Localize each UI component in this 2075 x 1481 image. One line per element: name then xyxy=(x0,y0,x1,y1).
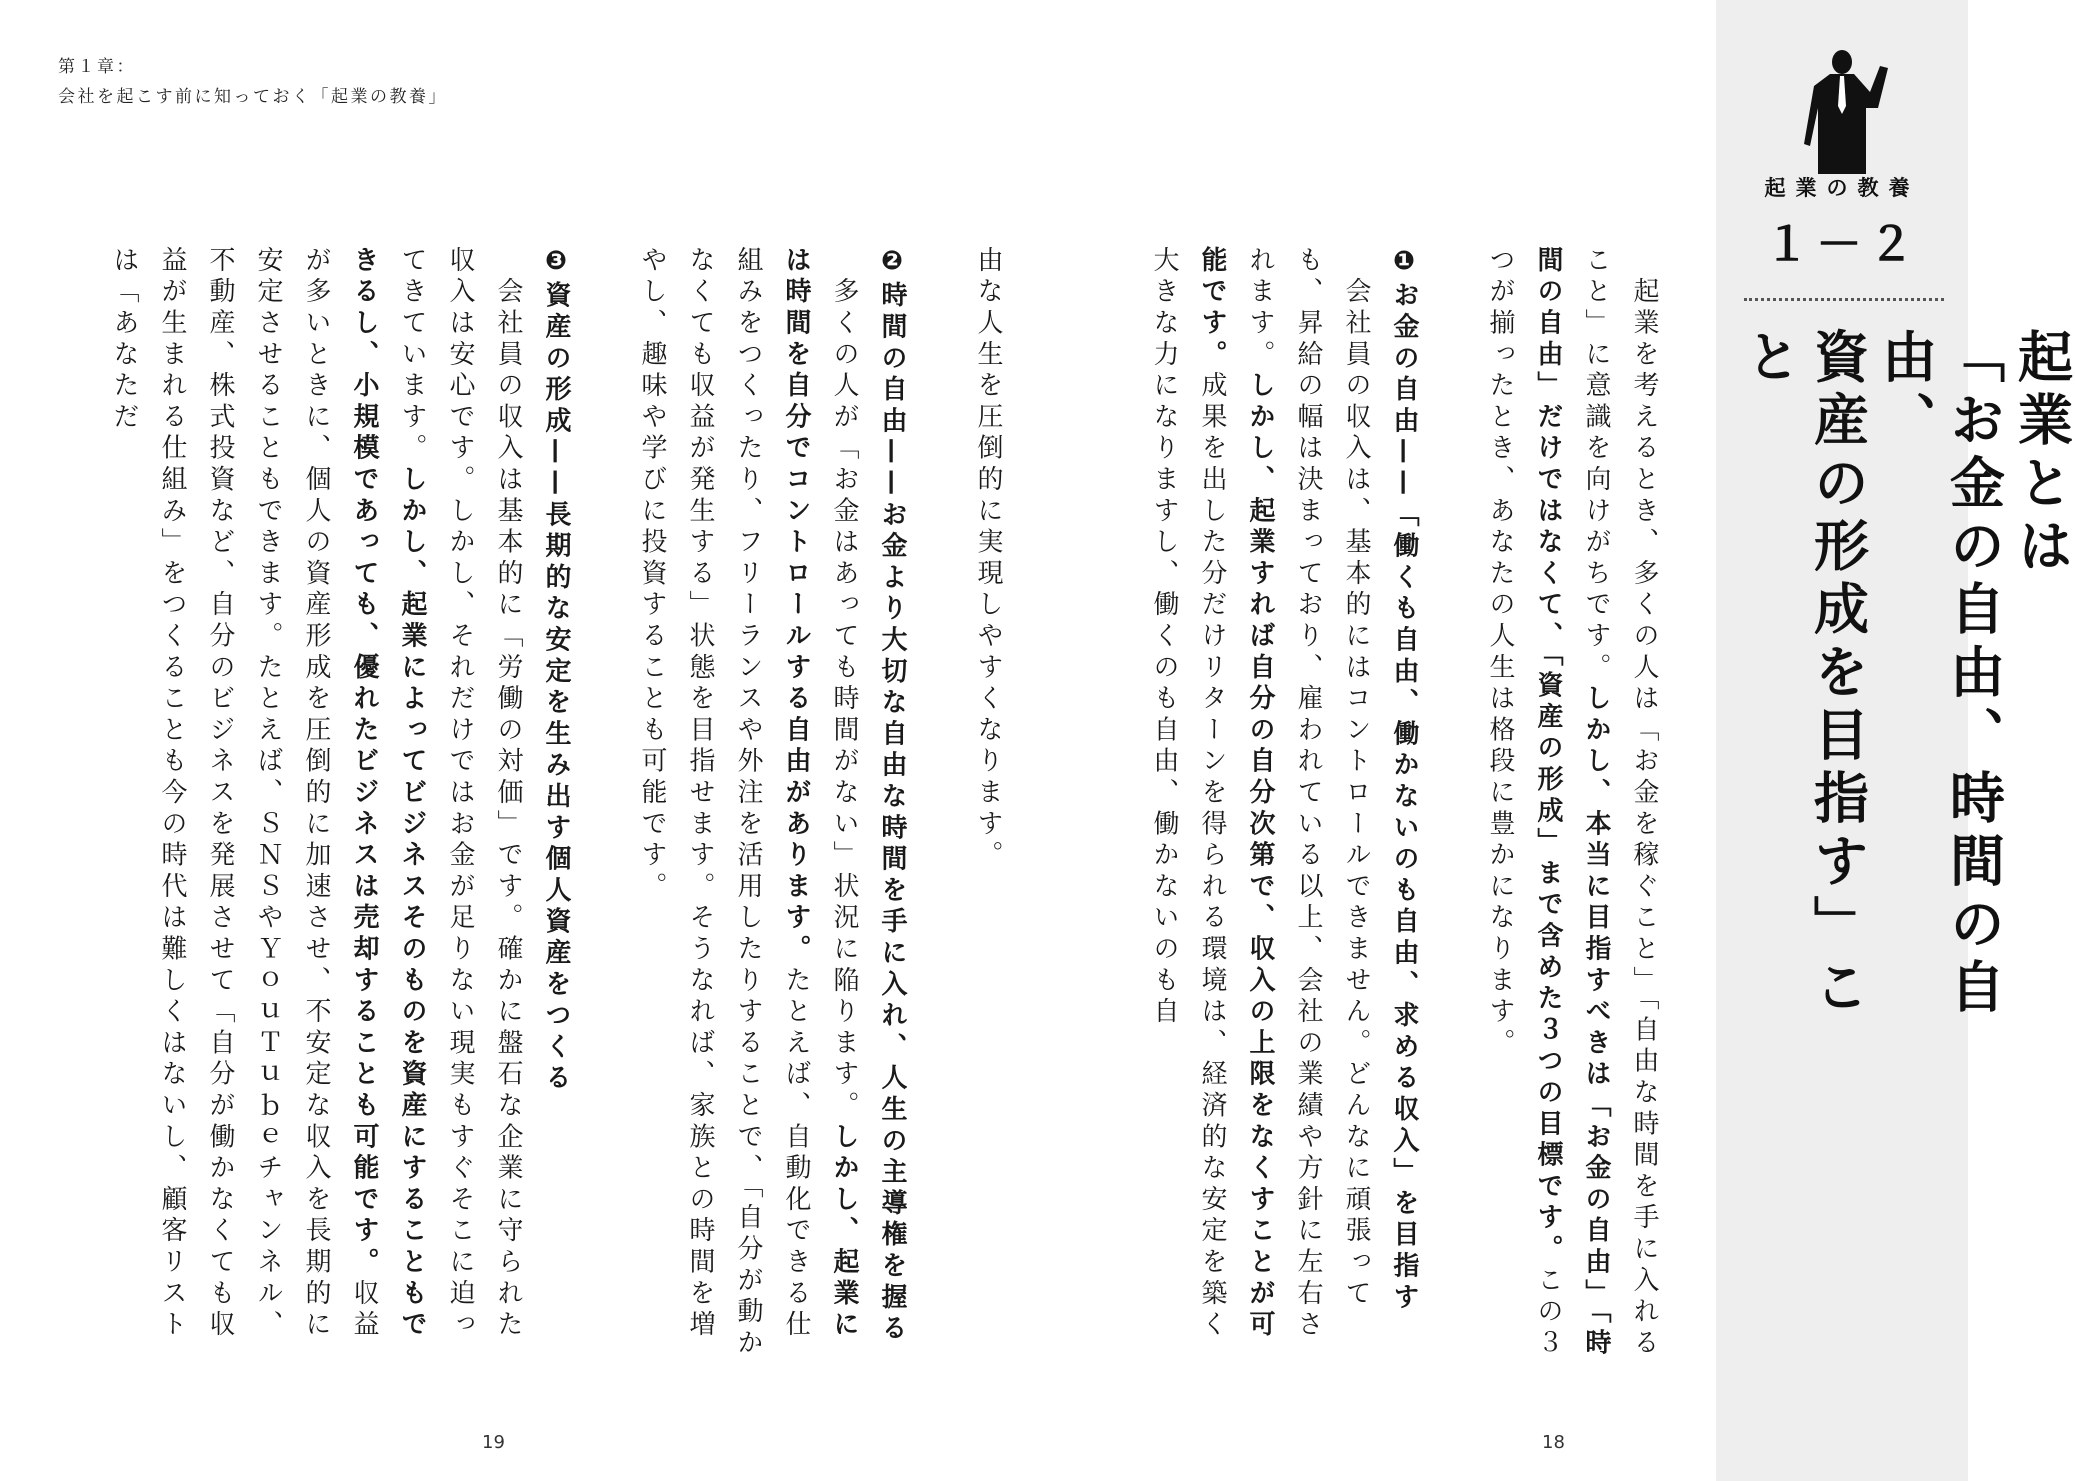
chapter-title: 会社を起こす前に知っておく「起業の教養」 xyxy=(58,87,448,107)
page-number-18: 18 xyxy=(1542,1432,1565,1453)
section-number: １－２ xyxy=(1764,217,1920,271)
section-2-paragraph: 多くの人が「お金はあっても時間がない」状況に陥ります。しかし、起業には時間を自分でコントロールする自由があります。たとえば、自動化できる仕組みをつくったり、フリーランスや外注を活用したりすることで、「自分が動かなくても収益が発生する」状態を目指せます。そうなれば、家族との時間を増やし、趣味や学びに投資することも可能です。 xyxy=(637,246,859,1360)
heading-line-3: 資産の形成を目指す」こと xyxy=(1737,328,1869,1021)
section-1-continued: 由な人生を圧倒的に実現しやすくなります。 xyxy=(973,246,1003,872)
section-3-paragraph: 会社員の収入は基本的に「労働の対価」です。確かに盤石な企業に守られた収入は安心です。しかし、それだけではお金が足りない現実もすぐそこに迫ってきています。しかし、起業によってビジネスそのものを資産にすることもできるし、小規模であっても、優れたビジネスは売却することも可能です。収益が多いときに、個人の資産形成を圧倒的に加速させ、不安定な収入を長期的に安定させることもできます。たとえば、ＳＮＳやＹｏｕＴｕｂｅチャンネル、不動産、株式投資など、自分のビジネスを発展させて「自分が働かなくても収益が生まれる仕組み」をつくることも今の時代は難しくはないし、顧客リストは「あなただ xyxy=(109,246,523,1342)
page-18-body xyxy=(1140,246,1668,1366)
section-1-paragraph: 会社員の収入は、基本的にはコントロールできません。どんなに頑張っても、昇給の幅は決まっており、雇われている以上、会社の業績や方針に左右されます。しかし、起業すれば自分の自分次第で、収入の上限をなくすことが可能です。成果を出した分だけリターンを得られる環境は、経済的な安定を築く大きな力になりますし、働くのも自由、働かないのも自 xyxy=(1149,246,1371,1342)
chapter-header xyxy=(58,52,448,112)
section-2-heading: ❷時間の自由——お金より大切な自由な時間を手に入れ、人生の主導権を握る xyxy=(877,246,907,1346)
heading-line-1: 起業とは xyxy=(2009,328,2073,580)
chapter-label: 第１章： xyxy=(58,57,136,77)
intro-paragraph: 起業を考えるとき、多くの人は「お金を稼ぐこと」「自由な時間を手に入れること」に意識を向けがちです。しかし、本当に目指すべきは「お金の自由」「時間の自由」だけではなくて、「資産の形成」まで含めた３つの目標です。この３つが揃ったとき、あなたの人生は格段に豊かになります。 xyxy=(1485,246,1659,1360)
section-1-heading: ❶お金の自由——「働くも自由、働かないのも自由、求める収入」を目指す xyxy=(1389,246,1419,1315)
page-number-19: 19 xyxy=(482,1432,505,1453)
businessman-icon xyxy=(1800,46,1896,174)
page-19-body xyxy=(100,246,1012,1366)
section-heading xyxy=(1735,328,2075,1028)
heading-line-2: 「お金の自由、時間の自由、 xyxy=(1873,328,2005,1021)
section-3-heading: ❸資産の形成——長期的な安定を生み出す個人資産をつくる xyxy=(541,246,571,1096)
series-label: 起業の教養 xyxy=(1764,176,1920,200)
divider xyxy=(1744,298,1944,301)
